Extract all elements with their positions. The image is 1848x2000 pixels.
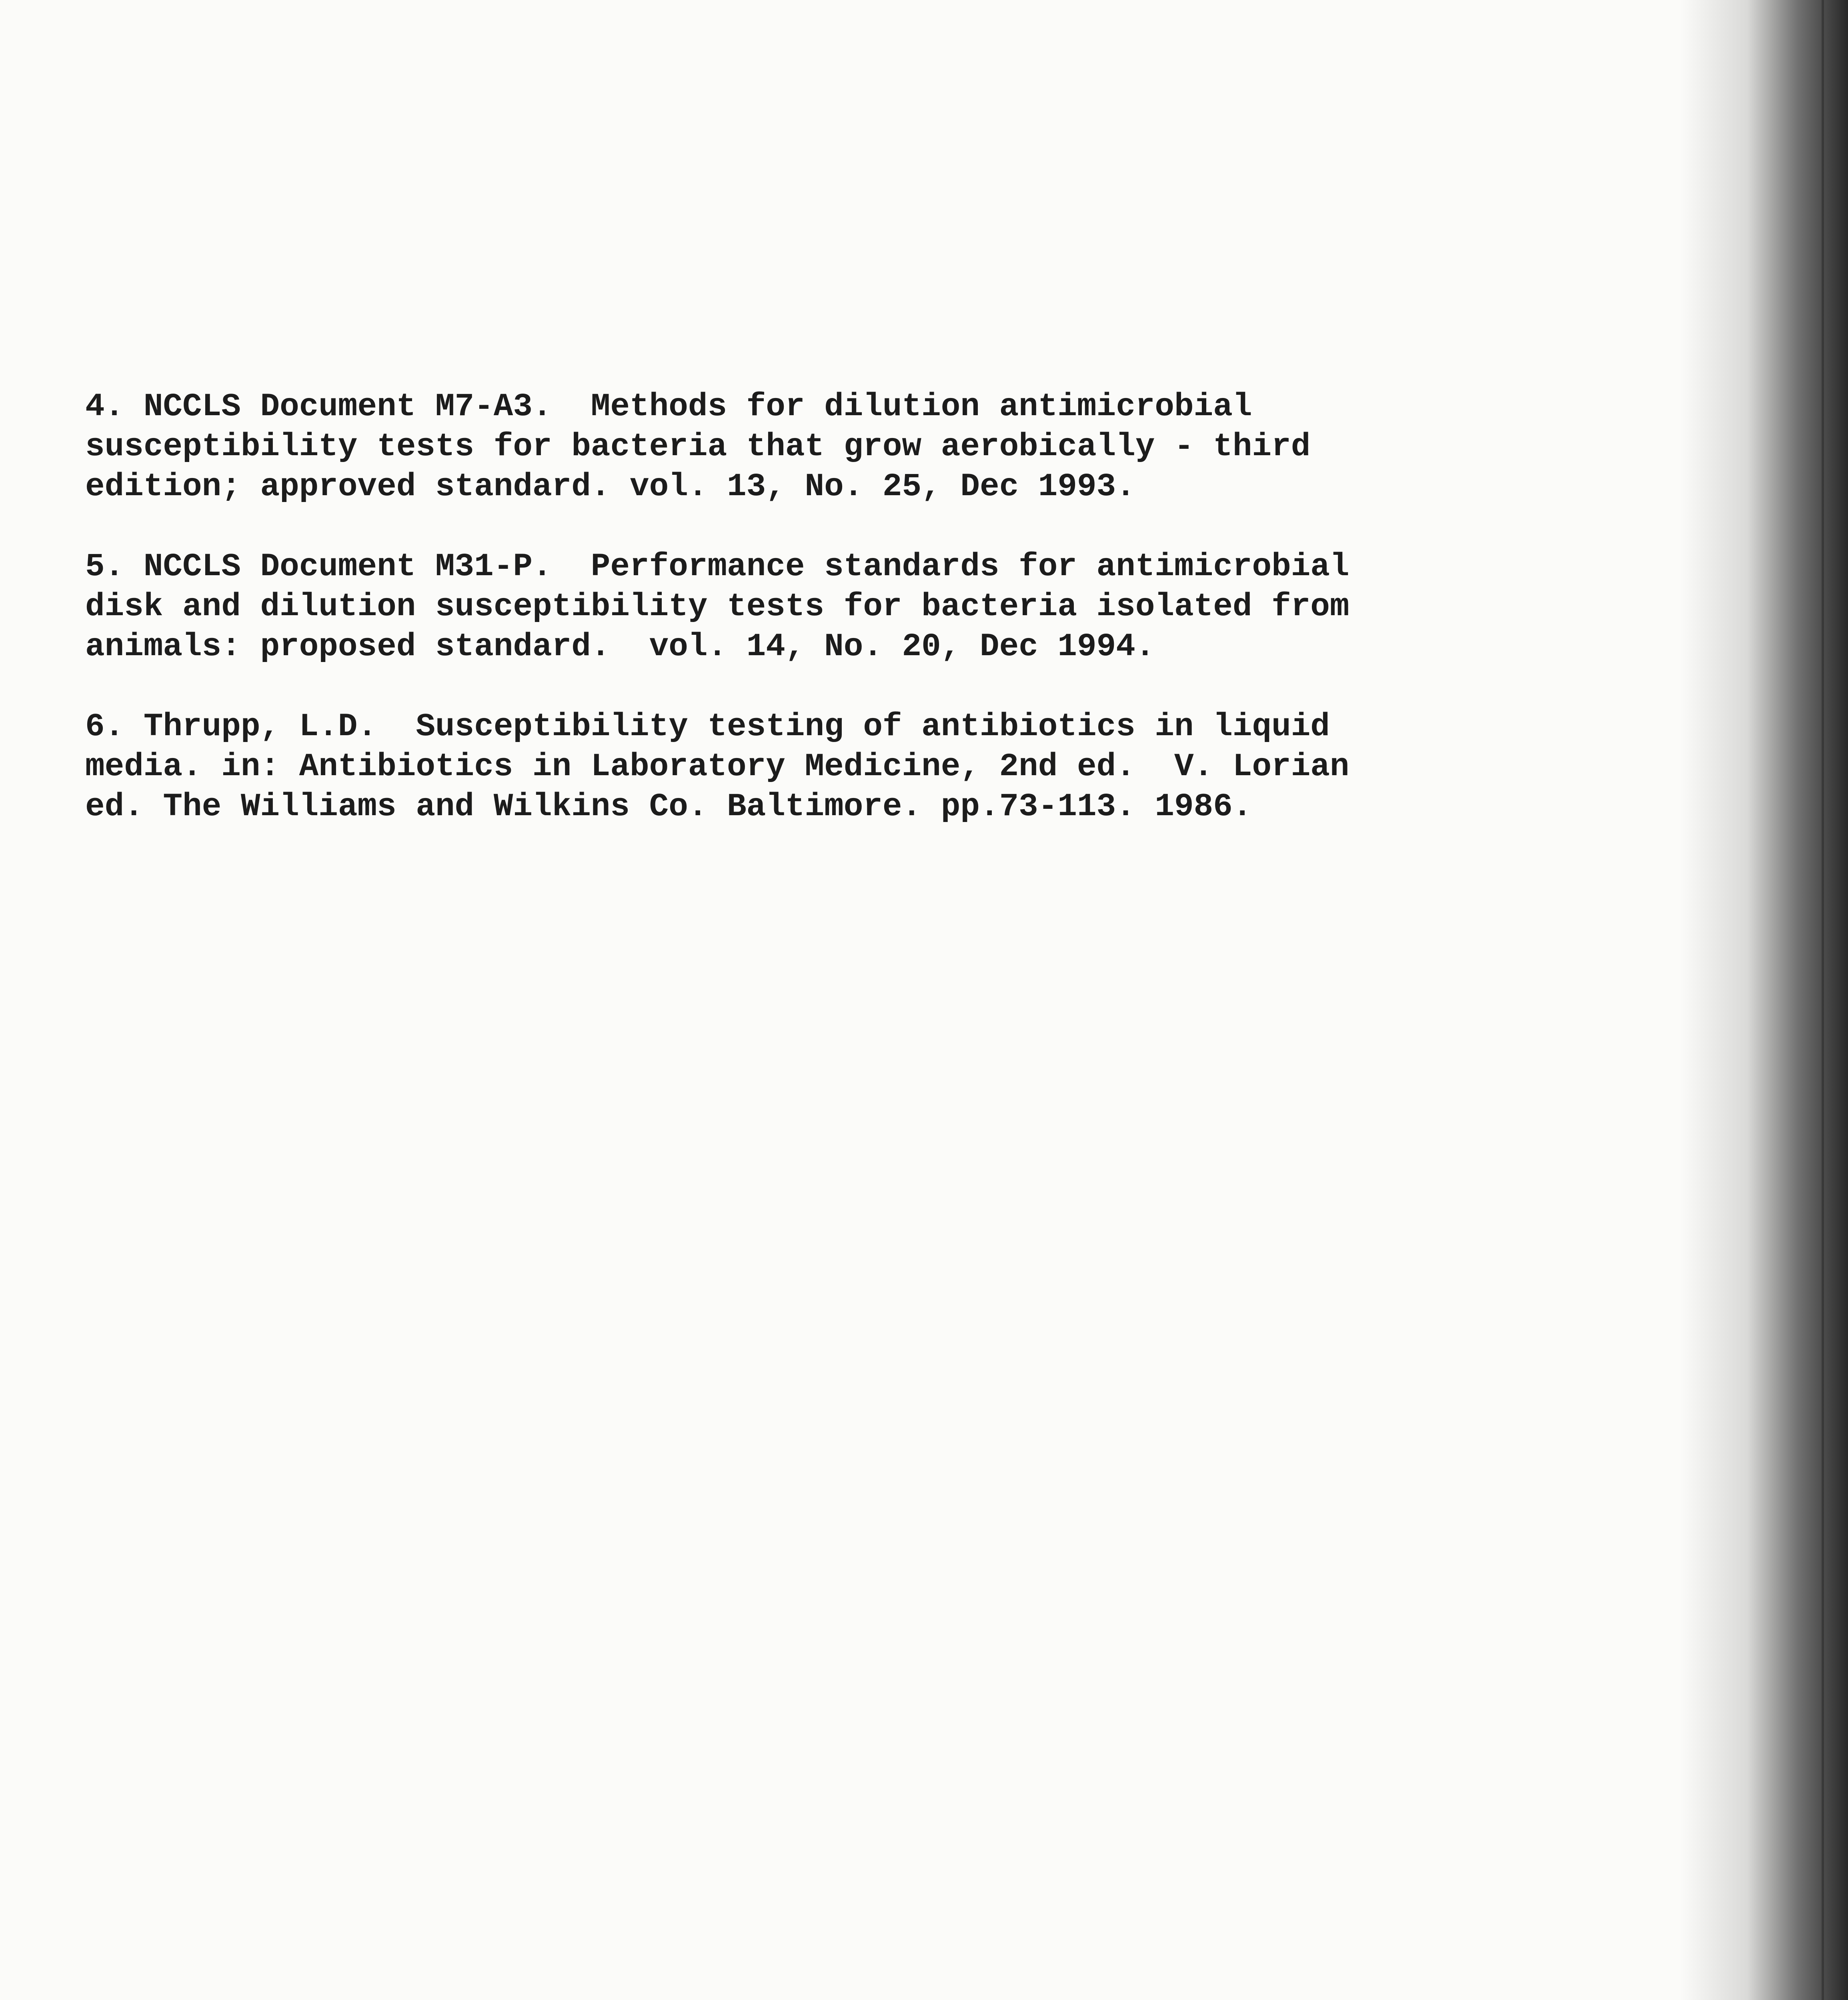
- reference-line: media. in: Antibiotics in Laboratory Medicine, 2nd ed. V. Lorian: [85, 749, 1349, 785]
- page-edge: [1822, 0, 1824, 2000]
- reference-4: [85, 387, 1642, 507]
- reference-line: edition; approved standard. vol. 13, No. 25, Dec 1993.: [85, 469, 1135, 505]
- reference-line: disk and dilution susceptibility tests for bacteria isolated from: [85, 589, 1349, 625]
- reference-line: ed. The Williams and Wilkins Co. Baltimore. pp.73-113. 1986.: [85, 789, 1252, 825]
- reference-line: 6. Thrupp, L.D. Susceptibility testing of antibiotics in liquid: [85, 709, 1330, 745]
- reference-5: [85, 547, 1642, 667]
- reference-line: animals: proposed standard. vol. 14, No. 20, Dec 1994.: [85, 629, 1155, 665]
- reference-line: 5. NCCLS Document M31-P. Performance standards for antimicrobial: [85, 549, 1349, 585]
- reference-line: 4. NCCLS Document M7-A3. Methods for dilution antimicrobial: [85, 389, 1252, 425]
- reference-6: [85, 707, 1642, 827]
- reference-line: susceptibility tests for bacteria that grow aerobically - third: [85, 429, 1311, 465]
- reference-list: [85, 387, 1642, 867]
